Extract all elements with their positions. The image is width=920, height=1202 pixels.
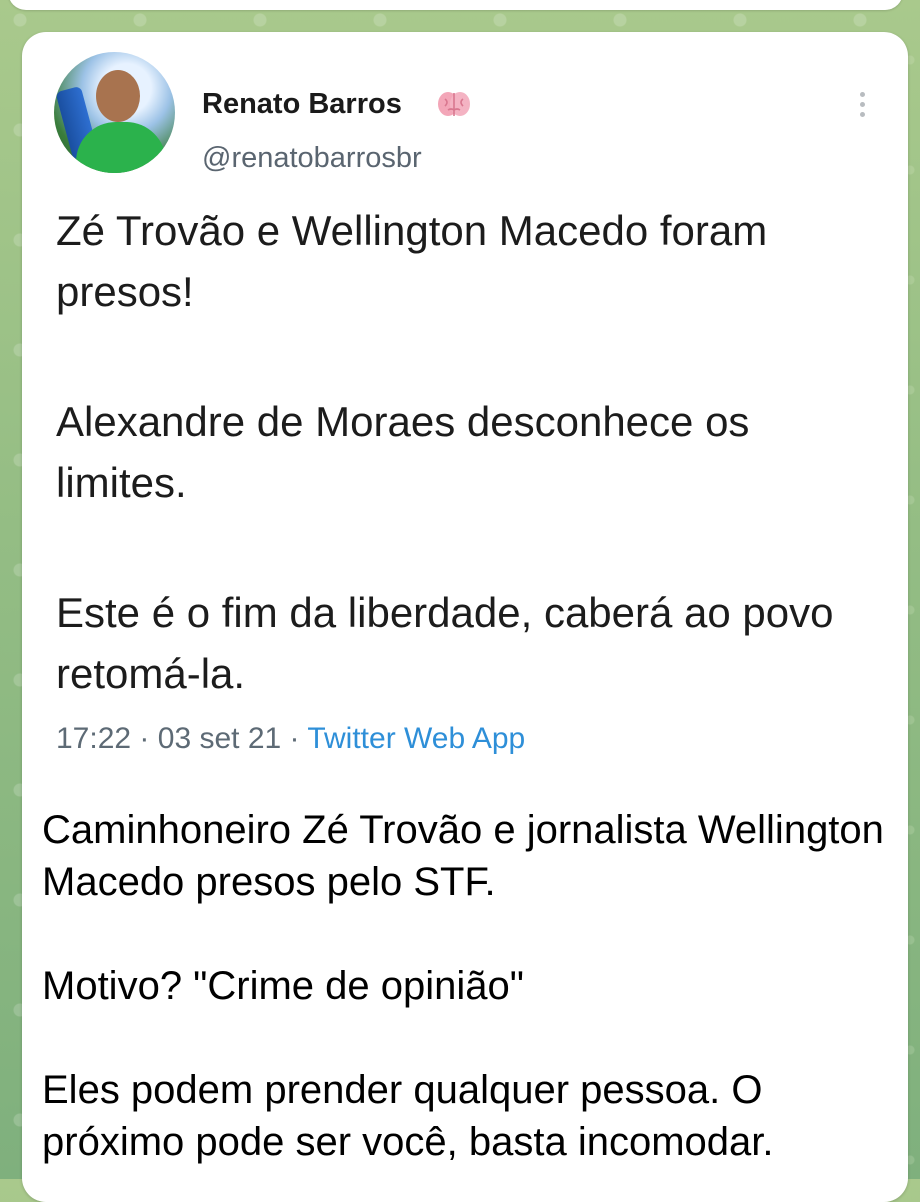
avatar[interactable] <box>54 52 175 173</box>
tweet-meta <box>56 722 525 756</box>
tweet-text <box>56 200 886 704</box>
tweet-header <box>54 50 874 180</box>
meta-separator: · <box>139 722 150 755</box>
tweet-paragraph: Este é o fim da liberdade, caberá ao povo retomá-la. <box>56 589 834 697</box>
message-caption <box>42 804 892 1168</box>
author-handle[interactable]: @renatobarrosbr <box>202 142 422 174</box>
caption-line: Eles podem prender qualquer pessoa. O próximo pode ser você, basta incomodar. <box>42 1068 774 1164</box>
caption-line: Caminhoneiro Zé Trovão e jornalista Wellington Macedo presos pelo STF. <box>42 808 884 904</box>
meta-separator: · <box>289 722 300 755</box>
tweet-paragraph: Zé Trovão e Wellington Macedo foram presos! <box>56 207 768 315</box>
previous-message-bubble[interactable] <box>8 0 903 10</box>
message-bubble[interactable] <box>22 32 908 1202</box>
brain-icon <box>437 88 471 120</box>
author-name[interactable]: Renato Barros <box>202 88 402 120</box>
tweet-paragraph: Alexandre de Moraes desconhece os limites. <box>56 398 750 506</box>
avatar-face <box>96 70 140 122</box>
tweet-date: 03 set 21 <box>157 722 282 755</box>
caption-line: Motivo? "Crime de opinião" <box>42 964 524 1008</box>
tweet-source-link[interactable]: Twitter Web App <box>307 722 526 755</box>
more-vertical-icon[interactable] <box>854 92 870 124</box>
tweet-time: 17:22 <box>56 722 132 755</box>
